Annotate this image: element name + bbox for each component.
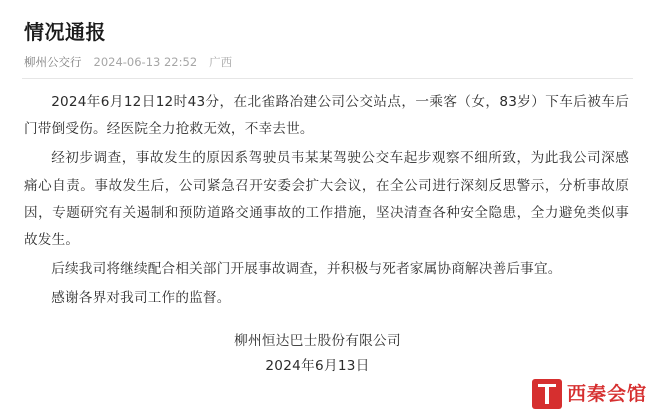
article-meta [24, 54, 633, 70]
header-divider [22, 78, 633, 79]
paragraph: 2024年6月12日12时43分，在北雀路冶建公司公交站点，一乘客（女，83岁）下车后被车后门带倒受伤。经医院全力抢救无效，不幸去世。 [24, 94, 629, 138]
meta-region: 广西 [209, 55, 233, 69]
meta-source: 柳州公交行 [24, 55, 82, 69]
watermark [532, 379, 647, 409]
meta-date: 2024-06-13 22:52 [93, 55, 198, 69]
paragraph: 后续我司将继续配合相关部门开展事故调查，并积极与死者家属协商解决善后事宜。 [51, 261, 562, 278]
signature-company: 柳州恒达巴士股份有限公司 [234, 332, 401, 349]
signature-date: 2024年6月13日 [265, 358, 370, 375]
signature-block [22, 329, 633, 381]
article-body [22, 89, 633, 313]
paragraph: 经初步调查，事故发生的原因系驾驶员韦某某驾驶公交车起步观察不细所致，为此我公司深感痛心自责。事故发生后，公司紧急召开安委会扩大会议，在全公司进行深刻反思警示，分析事故原因，专题研究有关遏制和预防道路交通事故的工作措施，坚决清查各种安全隐患，全力避免类似事故发生。 [24, 150, 629, 248]
watermark-text: 西秦会馆 [566, 382, 647, 405]
page-title: 情况通报 [24, 20, 106, 44]
watermark-logo-icon [532, 379, 562, 409]
paragraph: 感谢各界对我司工作的监督。 [51, 290, 231, 307]
